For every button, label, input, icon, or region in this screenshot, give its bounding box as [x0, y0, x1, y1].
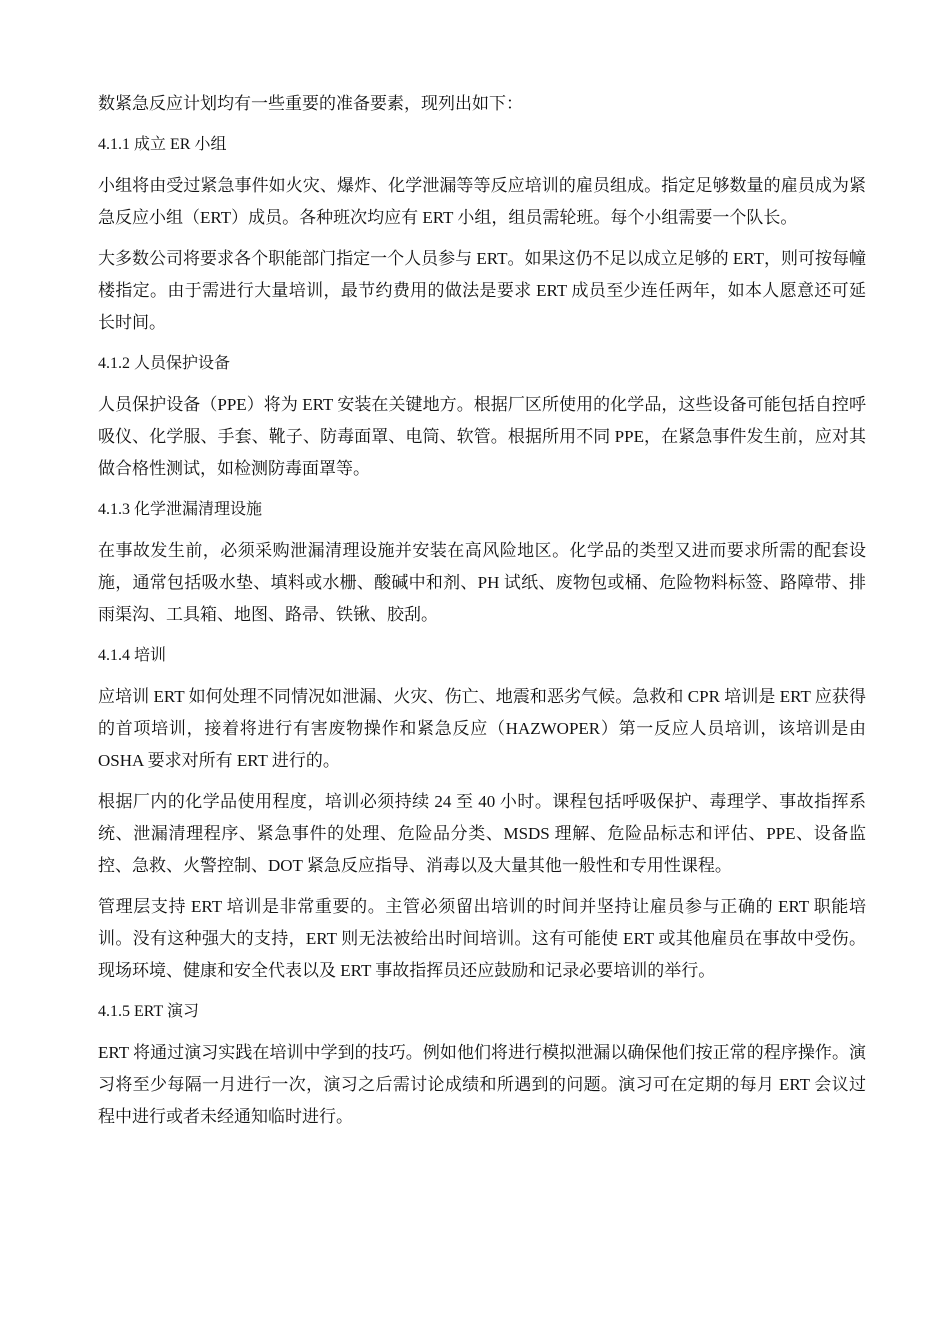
paragraph-4-1-5: ERT 将通过演习实践在培训中学到的技巧。例如他们将进行模拟泄漏以确保他们按正常的程序操作。演习将至少每隔一月进行一次，演习之后需讨论成绩和所遇到的问题。演习可在定期的每月 ERT 会议过程中进行或者未经通知临时进行。	[98, 1043, 866, 1126]
section-heading-4-1-1: 4.1.1 成立 ER 小组	[98, 136, 227, 153]
section-heading-4-1-2: 4.1.2 人员保护设备	[98, 355, 231, 372]
intro-paragraph: 数紧急反应计划均有一些重要的准备要素，现列出如下：	[98, 94, 523, 113]
document-page	[98, 88, 866, 1142]
section-heading-4-1-4: 4.1.4 培训	[98, 647, 167, 664]
section-heading-4-1-5: 4.1.5 ERT 演习	[98, 1003, 199, 1020]
section-heading-4-1-3: 4.1.3 化学泄漏清理设施	[98, 501, 263, 518]
paragraph-4-1-4-c: 管理层支持 ERT 培训是非常重要的。主管必须留出培训的时间并坚持让雇员参与正确的 ERT 职能培训。没有这种强大的支持，ERT 则无法被给出时间培训。这有可能使 ERT 或其他雇员在事故中受伤。现场环境、健康和安全代表以及 ERT 事故指挥员还应鼓励和记录必要培训的举行。	[98, 897, 866, 980]
paragraph-4-1-1-b: 大多数公司将要求各个职能部门指定一个人员参与 ERT。如果这仍不足以成立足够的 ERT，则可按每幢楼指定。由于需进行大量培训，最节约费用的做法是要求 ERT 成员至少连任两年，如本人愿意还可延长时间。	[98, 249, 866, 332]
paragraph-4-1-1-a: 小组将由受过紧急事件如火灾、爆炸、化学泄漏等等反应培训的雇员组成。指定足够数量的雇员成为紧急反应小组（ERT）成员。各种班次均应有 ERT 小组，组员需轮班。每个小组需要一个队长。	[98, 176, 866, 227]
paragraph-4-1-4-a: 应培训 ERT 如何处理不同情况如泄漏、火灾、伤亡、地震和恶劣气候。急救和 CPR 培训是 ERT 应获得的首项培训，接着将进行有害废物操作和紧急反应（HAZWOPER）第一反应人员培训，该培训是由 OSHA 要求对所有 ERT 进行的。	[98, 687, 866, 770]
paragraph-4-1-3: 在事故发生前，必须采购泄漏清理设施并安装在高风险地区。化学品的类型又进而要求所需的配套设施，通常包括吸水垫、填料或水栅、酸碱中和剂、PH 试纸、废物包或桶、危险物料标签、路障带、排雨渠沟、工具箱、地图、路帚、铁锹、胶刮。	[98, 541, 866, 624]
paragraph-4-1-2: 人员保护设备（PPE）将为 ERT 安装在关键地方。根据厂区所使用的化学品，这些设备可能包括自控呼吸仪、化学服、手套、靴子、防毒面罩、电筒、软管。根据所用不同 PPE，在紧急事件发生前，应对其做合格性测试，如检测防毒面罩等。	[98, 395, 866, 478]
paragraph-4-1-4-b: 根据厂内的化学品使用程度，培训必须持续 24 至 40 小时。课程包括呼吸保护、毒理学、事故指挥系统、泄漏清理程序、紧急事件的处理、危险品分类、MSDS 理解、危险品标志和评估、PPE、设备监控、急救、火警控制、DOT 紧急反应指导、消毒以及大量其他一般性和专用性课程。	[98, 792, 866, 875]
